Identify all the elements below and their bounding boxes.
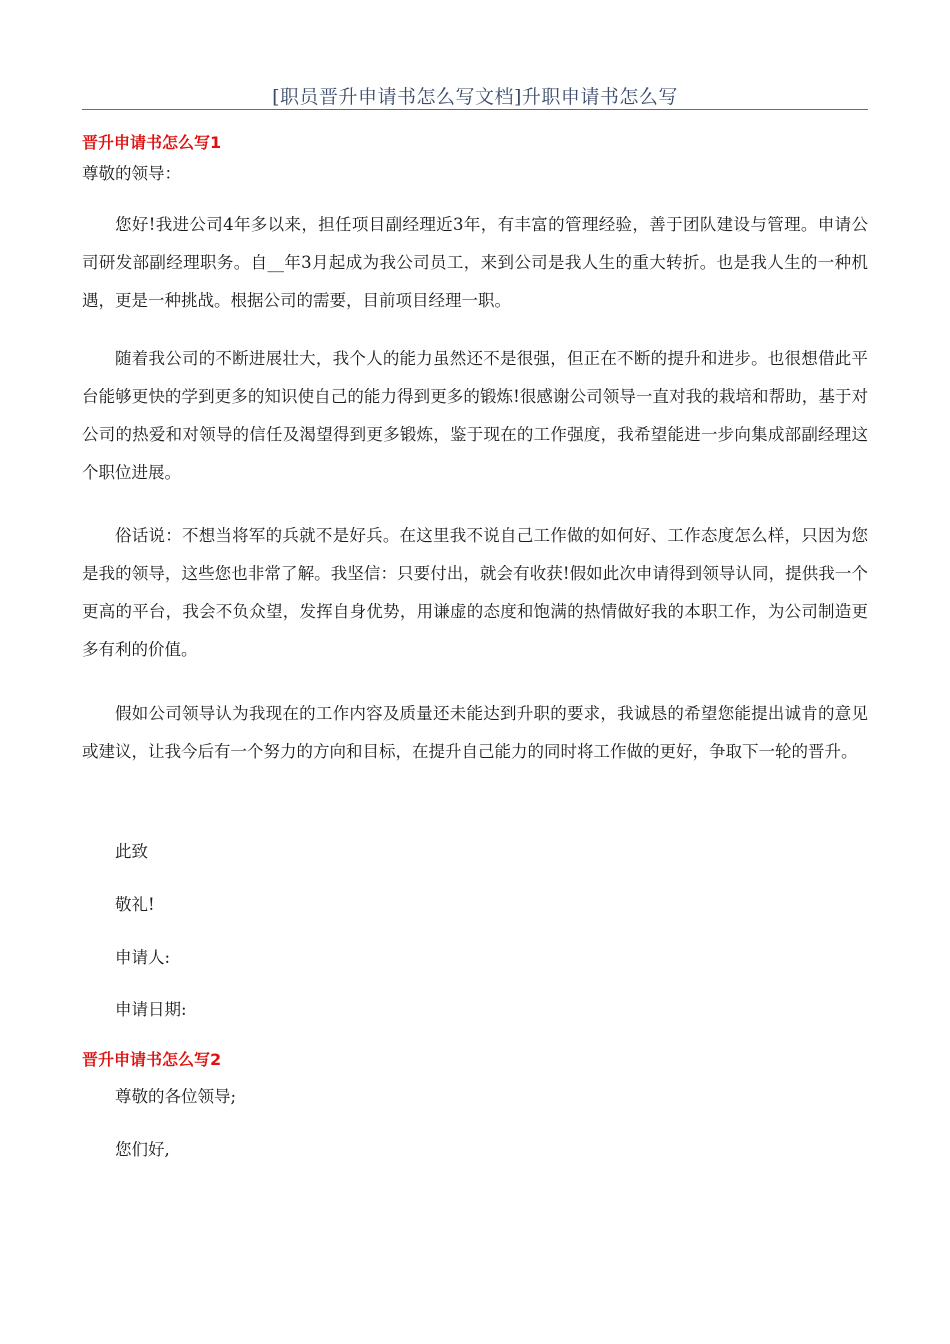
document-title: [职员晋升申请书怎么写文档]升职申请书怎么写	[272, 86, 678, 108]
closing-cizhi: 此致	[115, 842, 148, 861]
section-2-heading: 晋升申请书怎么写2	[82, 1050, 222, 1069]
section-1-heading: 晋升申请书怎么写1	[82, 133, 222, 152]
section-1-paragraph-3: 俗话说：不想当将军的兵就不是好兵。在这里我不说自己工作做的如何好、工作态度怎么样，只因为您是我的领导，这些您也非常了解。我坚信：只要付出，就会有收获!假如此次申请得到领导认同，提供我一个更高的平台，我会不负众望，发挥自身优势，用谦虚的态度和饱满的热情做好我的本职工作，为公司制造更多有利的价值。	[82, 526, 868, 659]
section-2-salutation: 尊敬的各位领导;	[115, 1087, 237, 1106]
closing-jingli: 敬礼!	[115, 895, 155, 914]
section-1-paragraph-2: 随着我公司的不断进展壮大，我个人的能力虽然还不是很强，但正在不断的提升和进步。也很想借此平台能够更快的学到更多的知识使自己的能力得到更多的锻炼!很感谢公司领导一直对我的栽培和帮助，基于对公司的热爱和对领导的信任及渴望得到更多锻炼，鉴于现在的工作强度，我希望能进一步向集成部副经理这个职位进展。	[82, 349, 868, 482]
header-divider	[82, 109, 868, 110]
section-1-paragraph-1: 您好!我进公司4年多以来，担任项目副经理近3年，有丰富的管理经验，善于团队建设与管理。申请公司研发部副经理职务。自__年3月起成为我公司员工，来到公司是我人生的重大转折。也是我人生的一种机遇，更是一种挑战。根据公司的需要，目前项目经理一职。	[82, 215, 868, 310]
section-2-greeting: 您们好,	[115, 1140, 170, 1159]
application-date-label: 申请日期:	[115, 1000, 187, 1019]
section-1-salutation: 尊敬的领导：	[82, 164, 181, 183]
applicant-label: 申请人:	[115, 948, 171, 967]
section-1-paragraph-4: 假如公司领导认为我现在的工作内容及质量还未能达到升职的要求，我诚恳的希望您能提出诚肯的意见或建议，让我今后有一个努力的方向和目标，在提升自己能力的同时将工作做的更好，争取下一轮的晋升。	[82, 704, 868, 761]
